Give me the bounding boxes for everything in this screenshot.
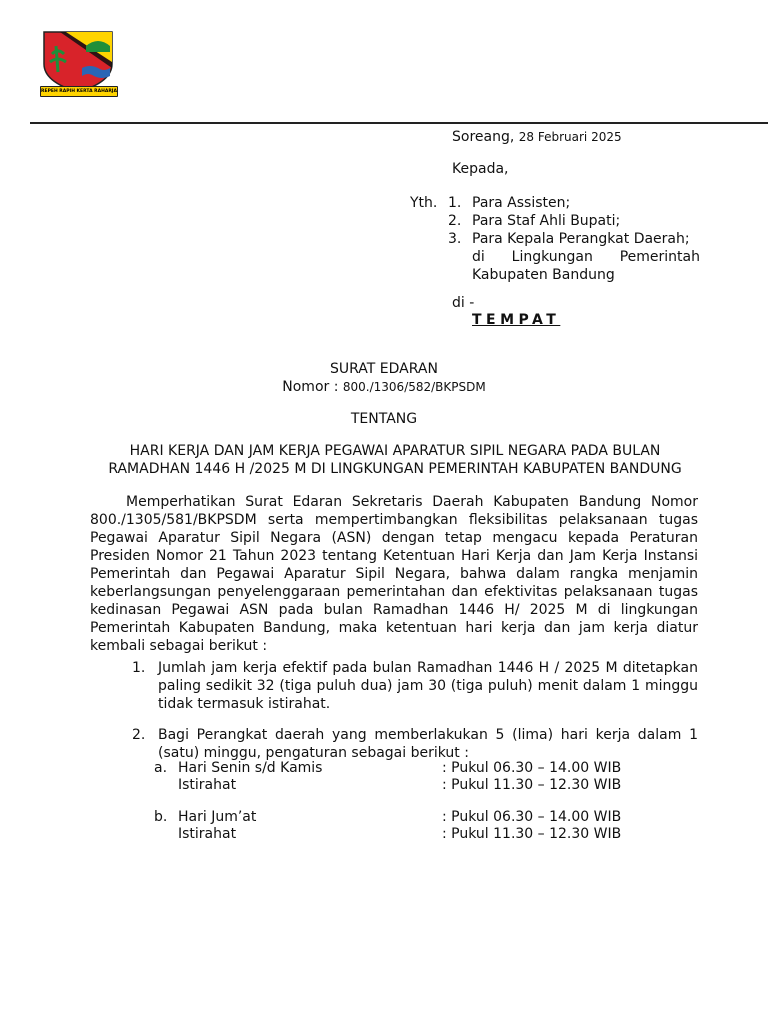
yth-label: Yth. <box>410 195 438 211</box>
subject-line-1: HARI KERJA DAN JAM KERJA PEGAWAI APARATUR SIPIL NEGARA PADA BULAN <box>129 443 661 459</box>
schedule-a: a. Hari Senin s/d Kamis : Pukul 06.30 – 14.00 WIB Istirahat : Pukul 11.30 – 12.30 WIB <box>154 760 622 793</box>
recipient-list <box>410 194 700 284</box>
regency-logo <box>38 28 118 98</box>
list-item: 1. Jumlah jam kerja efektif pada bulan Ramadhan 1446 H / 2025 M ditetapkan paling sedikit 32 (tiga puluh dua) jam 30 (tiga puluh) menit dalam 1 minggu tidak termasuk istirahat. <box>132 660 698 712</box>
tentang-heading: TENTANG <box>350 411 418 427</box>
place: Soreang, <box>452 129 515 145</box>
logo-motto-ribbon: REPEH RAPIH KERTA RAHARJA <box>40 86 118 97</box>
to-label: Kepada, <box>452 161 509 177</box>
recipient-continuation: di Lingkungan Pemerintah <box>472 249 700 265</box>
doc-type-title: SURAT EDARAN <box>330 361 438 377</box>
list-item: 2. Bagi Perangkat daerah yang memberlakukan 5 (lima) hari kerja dalam 1 (satu) minggu, pengaturan sebagai berikut : <box>132 727 698 761</box>
date: 28 Februari 2025 <box>518 130 622 144</box>
schedule-b: b. Hari Jum’at : Pukul 06.30 – 14.00 WIB Istirahat : Pukul 11.30 – 12.30 WIB <box>154 809 622 842</box>
doc-number: Nomor : 800./1306/582/BKPSDM <box>282 379 486 395</box>
place-date <box>452 128 622 146</box>
list-item: Yth. 1. Para Assisten; <box>410 195 571 211</box>
list-item: 3. Para Kepala Perangkat Daerah; <box>448 231 690 247</box>
list-item: 2. Para Staf Ahli Bupati; <box>448 213 621 229</box>
di-label: di - <box>452 295 475 311</box>
intro-paragraph: Memperhatikan Surat Edaran Sekretaris Daerah Kabupaten Bandung Nomor 800./1305/581/BKPSDM serta mempertimbangkan fleksibilitas pelaksanaan tugas Pegawai Aparatur Sipil Negara (ASN) dengan tetap mengacu kepada Peraturan Presiden Nomor 21 Tahun 2023 tentang Ketentuan Hari Kerja dan Jam Kerja Instansi Pemerintah dan Pegawai Aparatur Sipil Negara, bahwa dalam rangka menjamin keberlangsungan penyelenggaraan pemerintahan dan efektivitas pelaksanaan tugas kedinasan Pegawai ASN pada bulan Ramadhan 1446 H/ 2025 M di lingkungan Pemerintah Kabupaten Bandung, maka ketentuan hari kerja dan jam kerja diatur kembali sebagai berikut : <box>90 494 698 654</box>
tempat-label: TEMPAT <box>472 312 561 328</box>
recipient-continuation: Kabupaten Bandung <box>472 267 615 283</box>
subject-line-2: RAMADHAN 1446 H /2025 M DI LINGKUNGAN PEMERINTAH KABUPATEN BANDUNG <box>108 461 682 477</box>
header-divider <box>30 122 768 124</box>
